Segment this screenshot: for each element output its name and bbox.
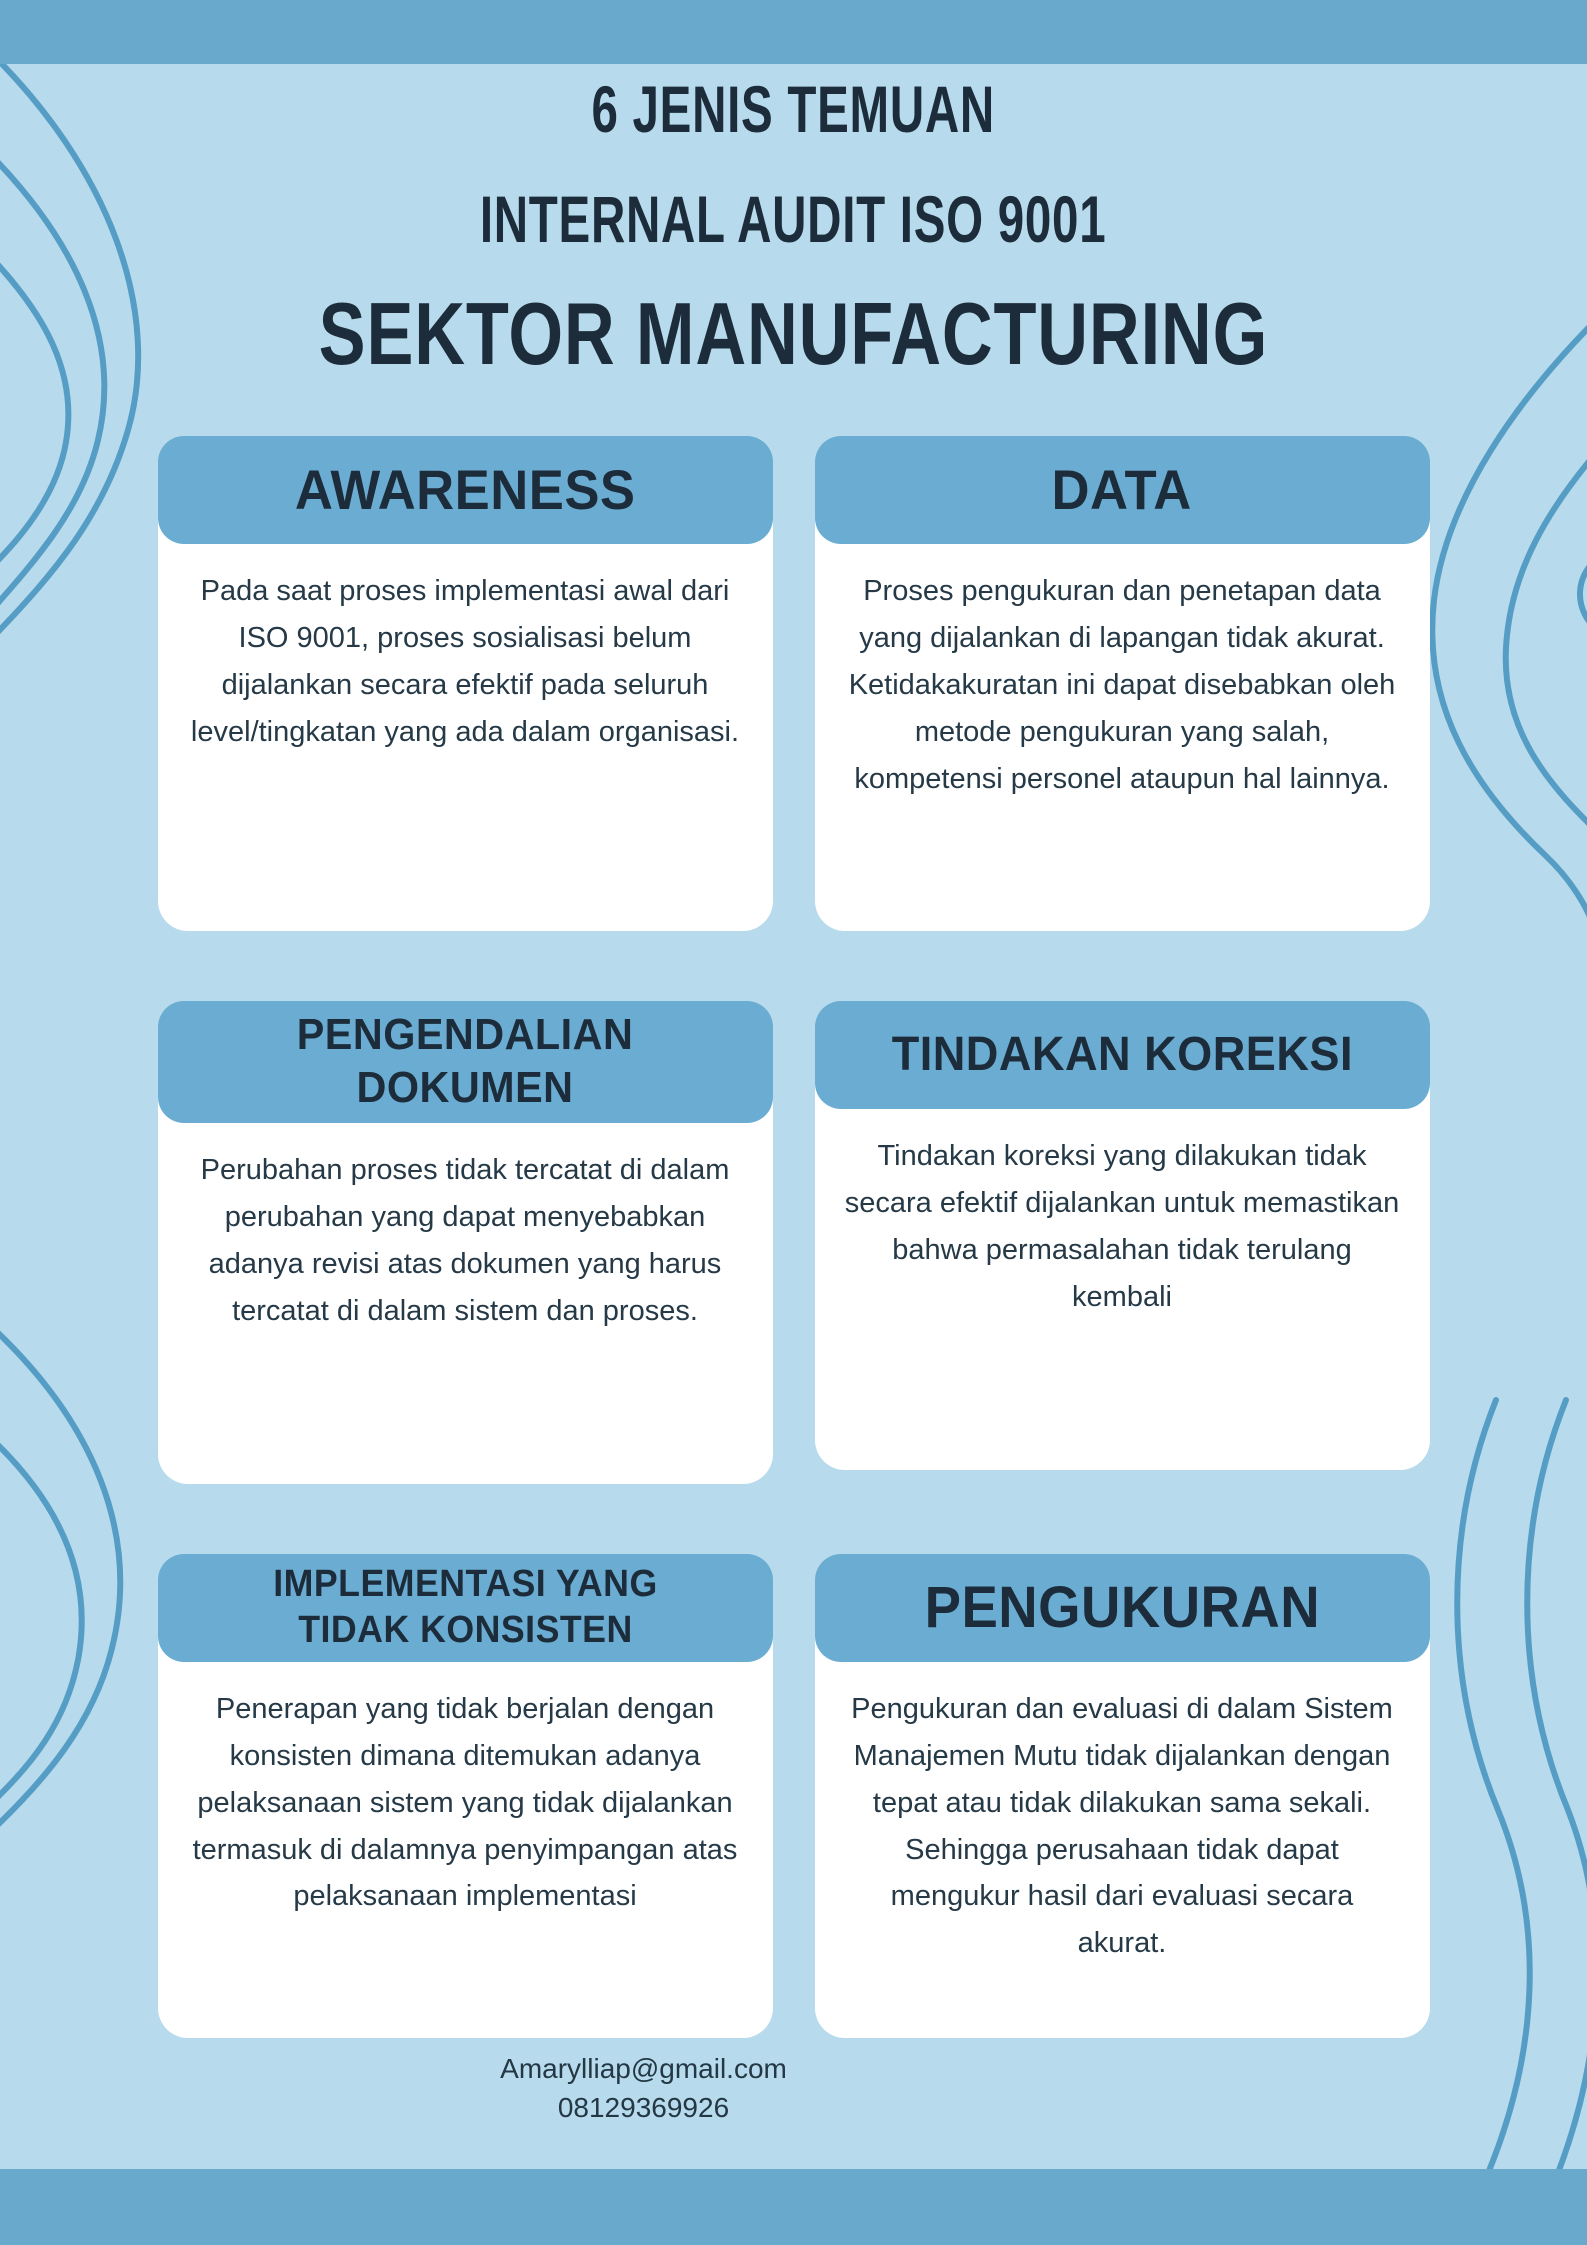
card-pengendalian-dokumen-header [158, 1001, 773, 1123]
card-pengukuran-title [912, 1573, 1333, 1643]
title-line-1: 6 JENIS TEMUAN [591, 72, 996, 146]
card-title-line: AWARENESS [294, 458, 636, 522]
card-title-line: TIDAK KONSISTEN [297, 1608, 633, 1651]
card-body-text: Proses pengukuran dan penetapan data yang dijalankan di lapangan tidak akurat. Ketidakakuratan ini dapat disebabkan oleh metode pengukuran yang salah, kompetensi personel ataupun hal lainnya. [848, 575, 1396, 795]
card-pengendalian-dokumen-body [158, 1069, 773, 1484]
title-line-3: SEKTOR MANUFACTURING [318, 284, 1269, 383]
card-tindakan-koreksi-title [877, 1026, 1368, 1084]
card-title-line: IMPLEMENTASI YANG [272, 1563, 658, 1605]
card-pengukuran-body [815, 1608, 1430, 2038]
card-implementasi-tidak-konsisten-title [261, 1562, 670, 1653]
contact-email: Amarylliap@gmail.com [500, 2052, 787, 2084]
contact-phone: 08129369926 [557, 2092, 730, 2124]
contact-footer [0, 2050, 1437, 2128]
card-body-text: Pengukuran dan evaluasi di dalam Sistem Manajemen Mutu tidak dijalankan dengan tepat atau tidak dilakukan sama sekali. Sehingga perusahaan tidak dapat mengukur hasil dari evaluasi secara akurat. [851, 1692, 1393, 1960]
card-tindakan-koreksi-body [815, 1055, 1430, 1470]
card-tindakan-koreksi [815, 1001, 1430, 1470]
card-tindakan-koreksi-header [815, 1001, 1430, 1109]
card-body-text: Perubahan proses tidak tercatat di dalam perubahan yang dapat menyebabkan adanya revisi atas dokumen yang harus tercatat di dalam sistem dan proses. [200, 1153, 730, 1327]
bottom-bar [0, 2169, 1587, 2245]
card-awareness-header [158, 436, 773, 544]
card-data [815, 436, 1430, 931]
title-line-2: INTERNAL AUDIT ISO 9001 [480, 182, 1107, 256]
card-title-line: PENGENDALIAN [296, 1010, 634, 1059]
card-body-text: Penerapan yang tidak berjalan dengan konsisten dimana ditemukan adanya pelaksanaan sistem yang tidak dijalankan termasuk di dalamnya penyimpangan atas pelaksanaan implementasi [192, 1692, 738, 1913]
top-bar [0, 0, 1587, 64]
card-title-line: TINDAKAN KOREKSI [891, 1028, 1353, 1082]
card-pengendalian-dokumen-title [286, 1009, 644, 1115]
card-pengendalian-dokumen [158, 1001, 773, 1484]
card-data-title [1047, 456, 1196, 523]
card-title-line: DOKUMEN [356, 1062, 574, 1112]
card-awareness [158, 436, 773, 931]
card-title-line: PENGUKURAN [924, 1574, 1320, 1640]
card-data-body [815, 490, 1430, 931]
card-data-header [815, 436, 1430, 544]
card-body-text: Tindakan koreksi yang dilakukan tidak secara efektif dijalankan untuk memastikan bahwa permasalahan tidak terulang kembali [844, 1140, 1400, 1313]
cards-grid [158, 436, 1430, 2038]
card-awareness-body [158, 490, 773, 931]
card-implementasi-tidak-konsisten-header [158, 1554, 773, 1662]
card-pengukuran-header [815, 1554, 1430, 1662]
card-implementasi-tidak-konsisten [158, 1554, 773, 2038]
card-body-text: Pada saat proses implementasi awal dari ISO 9001, proses sosialisasi belum dijalankan secara efektif pada seluruh level/tingkatan yang ada dalam organisasi. [190, 575, 740, 748]
card-awareness-title [284, 456, 646, 523]
card-pengukuran [815, 1554, 1430, 2038]
card-implementasi-tidak-konsisten-body [158, 1608, 773, 2038]
card-title-line: DATA [1051, 458, 1193, 522]
